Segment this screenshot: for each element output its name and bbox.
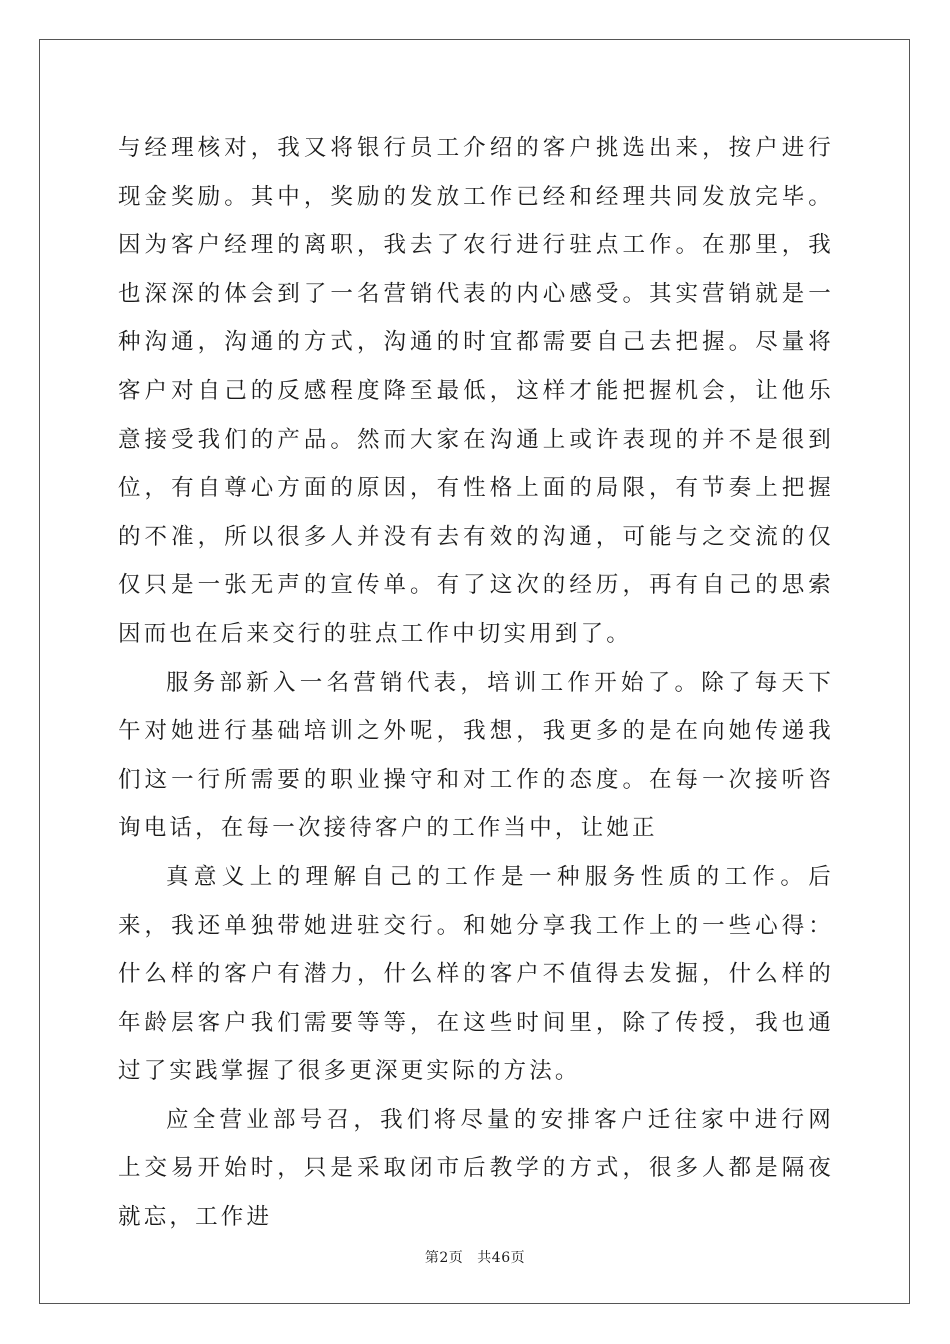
document-body [118,124,834,1242]
paragraph-3: 真意义上的理解自己的工作是一种服务性质的工作。后来，我还单独带她进驻交行。和她分享我工作上的一些心得：什么样的客户有潜力，什么样的客户不值得去发掘，什么样的年龄层客户我们需要等等，在这些时间里，除了传授，我也通过了实践掌握了很多更深更实际的方法。 [118,863,834,1085]
paragraph-2: 服务部新入一名营销代表，培训工作开始了。除了每天下午对她进行基础培训之外呢，我想，我更多的是在向她传递我们这一行所需要的职业操守和对工作的态度。在每一次接听咨询电话，在每一次接待客户的工作当中，让她正 [118,669,834,842]
page-footer [0,1247,950,1267]
paragraph-4: 应全营业部号召，我们将尽量的安排客户迁往家中进行网上交易开始时，只是采取闭市后教学的方式，很多人都是隔夜就忘，工作进 [118,1106,834,1231]
page-number: 第2页 [424,1250,464,1266]
page-total: 共46页 [477,1250,526,1266]
paragraph-1: 与经理核对，我又将银行员工介绍的客户挑选出来，按户进行现金奖励。其中，奖励的发放工作已经和经理共同发放完毕。因为客户经理的离职，我去了农行进行驻点工作。在那里，我也深深的体会到了一名营销代表的内心感受。其实营销就是一种沟通，沟通的方式，沟通的时宜都需要自己去把握。尽量将客户对自己的反感程度降至最低，这样才能把握机会，让他乐意接受我们的产品。然而大家在沟通上或许表现的并不是很到位，有自尊心方面的原因，有性格上面的局限，有节奏上把握的不准，所以很多人并没有去有效的沟通，可能与之交流的仅仅只是一张无声的宣传单。有了这次的经历，再有自己的思索因而也在后来交行的驻点工作中切实用到了。 [118,135,834,647]
